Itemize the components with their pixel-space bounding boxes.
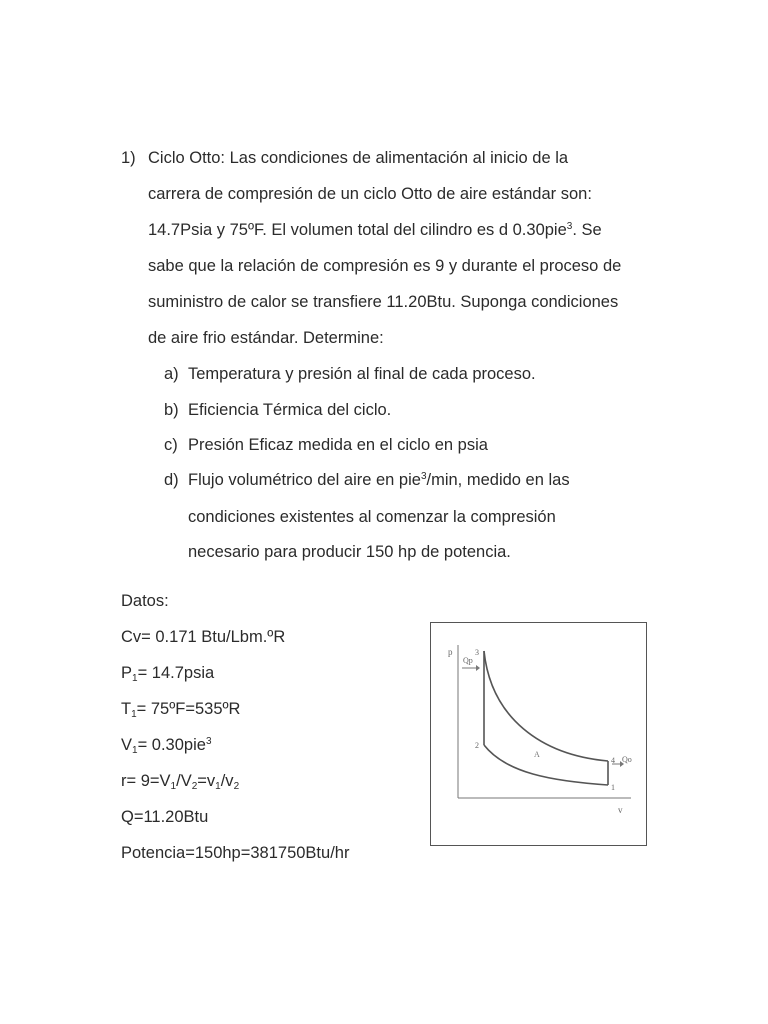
task-d-text-b: /min, medido en las	[426, 471, 570, 489]
v-axis-label: v	[618, 805, 623, 815]
datos-v1	[121, 735, 212, 755]
datos-t1	[121, 699, 240, 719]
compression-curve	[484, 745, 608, 785]
otto-pv-diagram	[430, 622, 647, 846]
datos-r	[121, 771, 239, 791]
datos-v1-value: = 0.30pie	[137, 736, 206, 754]
datos-v1-symbol: V	[121, 736, 133, 754]
datos-r-s2: 2	[191, 781, 198, 792]
task-b-label: b)	[164, 401, 179, 419]
otto-pv-svg	[431, 623, 646, 845]
problem-line-3-sup: 3	[566, 221, 573, 232]
point-2-label: 2	[475, 741, 479, 750]
problem-line-4: sabe que la relación de compresión es 9 y durante el proceso de	[148, 257, 622, 275]
datos-r-a: r= 9=V	[121, 772, 171, 790]
problem-line-1-text: Ciclo Otto: Las condiciones de alimentación al inicio de la	[148, 149, 569, 167]
point-3-label: 3	[475, 648, 479, 657]
problem-line-6: de aire frio estándar. Determine:	[148, 329, 384, 347]
task-b-text: Eficiencia Térmica del ciclo.	[188, 401, 392, 419]
task-a-label: a)	[164, 365, 179, 383]
datos-p1-sub: 1	[132, 673, 138, 684]
task-d-label: d)	[164, 471, 179, 489]
datos-t1-sub: 1	[131, 709, 137, 720]
problem-line-3-tail: . Se	[572, 221, 602, 239]
qo-label: Qo	[622, 755, 632, 764]
datos-potencia: Potencia=150hp=381750Btu/hr	[121, 844, 350, 862]
p-axis-label: p	[448, 647, 453, 657]
point-4-label: 4	[611, 756, 615, 765]
datos-r-s3: 1	[215, 781, 221, 792]
problem-line-1	[148, 148, 661, 168]
datos-r-d: /v	[220, 772, 234, 790]
problem-line-5: suministro de calor se transfiere 11.20Btu. Suponga condiciones	[148, 293, 619, 311]
datos-r-b: /V	[176, 772, 192, 790]
datos-r-s4: 2	[233, 781, 240, 792]
datos-p1-value: = 14.7psia	[137, 664, 215, 682]
problem-line-3-text: 14.7Psia y 75ºF. El volumen total del cilindro es d 0.30pie	[148, 221, 567, 239]
qp-label: Qp	[463, 656, 473, 665]
datos-q: Q=11.20Btu	[121, 808, 209, 826]
datos-cv: Cv= 0.171 Btu/Lbm.ºR	[121, 628, 286, 646]
problem-line-3	[148, 220, 602, 240]
problem-number: 1)	[121, 149, 136, 167]
datos-p1	[121, 663, 214, 683]
datos-v1-sub: 1	[132, 745, 138, 756]
task-d-line-1	[188, 470, 570, 490]
task-a-text: Temperatura y presión al final de cada proceso.	[188, 365, 536, 383]
datos-heading: Datos:	[121, 592, 169, 610]
datos-t1-symbol: T	[121, 700, 132, 718]
datos-p1-symbol: P	[121, 664, 133, 682]
task-d-line-3: necesario para producir 150 hp de potencia.	[188, 543, 511, 561]
datos-t1-value: = 75ºF=535ºR	[136, 700, 241, 718]
task-c-label: c)	[164, 436, 178, 454]
expansion-curve	[484, 651, 608, 761]
task-d-text-a: Flujo volumétrico del aire en pie	[188, 471, 421, 489]
datos-r-c: =v	[197, 772, 216, 790]
area-label: A	[534, 750, 540, 759]
task-d-line-2: condiciones existentes al comenzar la compresión	[188, 508, 556, 526]
datos-v1-sup: 3	[205, 736, 212, 747]
datos-r-s1: 1	[170, 781, 177, 792]
problem-line-2: carrera de compresión de un ciclo Otto de aire estándar son:	[148, 185, 592, 203]
task-c-text: Presión Eficaz medida en el ciclo en psia	[188, 436, 488, 454]
task-d-sup: 3	[420, 471, 427, 482]
qp-arrowhead	[476, 665, 480, 671]
point-1-label: 1	[611, 783, 615, 792]
